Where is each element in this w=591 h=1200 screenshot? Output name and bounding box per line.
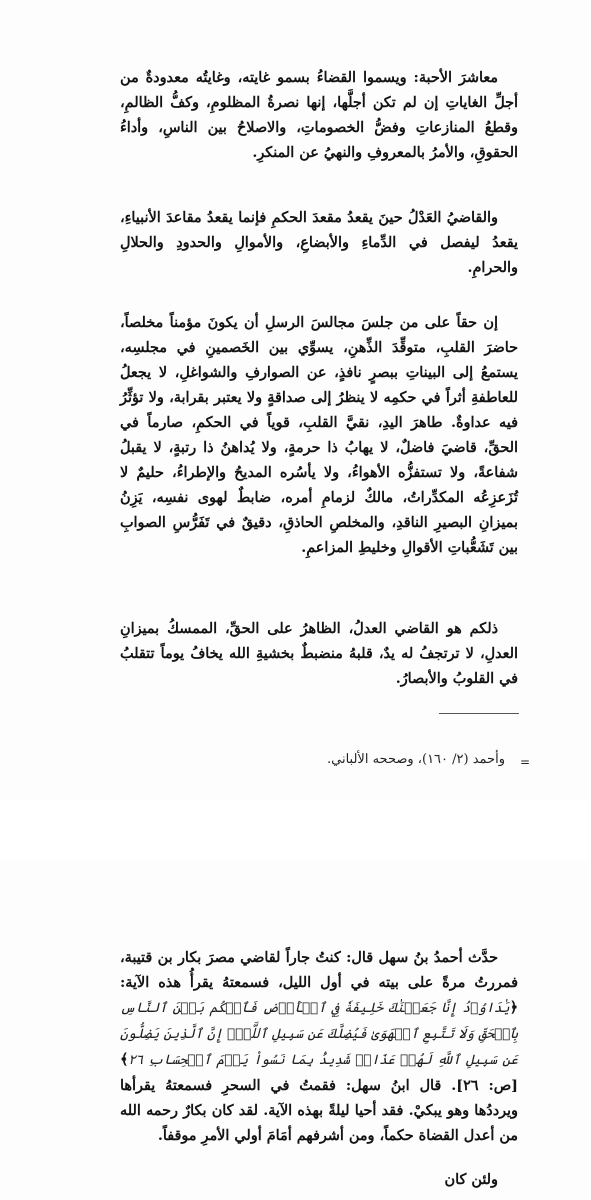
paragraph-5-text	[120, 945, 518, 1148]
paragraph-5	[120, 945, 518, 1148]
footnote-separator	[439, 713, 519, 714]
paragraph-5-intro: حدَّث أحمدُ بنُ سهل قال: كنتُ جاراً لقاضي مصرَ بكار بن قتيبة، فمررتُ مرةً على بيته في أول الليل، فسمعتهُ يقرأُ هذه الآية: ﴿	[120, 949, 518, 1016]
paragraph-5-rest: ﴾ [ص: ٢٦]. قال ابنُ سهل: فقمتُ في السحرِ فسمعتهُ يقرأها ويرددُها وهو يبكيْ. فقد أحيا ليلةً بهذه الآية. لقد كان بكارٌ رحمه الله من أعدل القضاة حكماً، ومن أشرفهم أمَامَ أولي الأمرِ موقفاً.	[120, 1051, 518, 1144]
paragraph-4	[120, 616, 518, 691]
paragraph-4-text: ذلكم هو القاضي العدلُ، الظاهرُ على الحقِّ، الممسكُ بميزانِ العدلِ، لا ترتجفُ له يدٌ، قلبهُ منضبطٌ بخشيةِ الله يخافُ يوماً تتقلبُ في القلوبُ والأبصارُ.	[120, 620, 518, 687]
paragraph-2	[120, 205, 518, 280]
paragraph-1-text: معاشرَ الأحبة: ويسموا القضاءُ بسمو غايته، وغايتُه معدودةٌ من أجلِّ الغاياتِ إن لم تكن أجلَّها، إنها نصرةُ المظلومِ، وكفُّ الظالمِ، وقطعُ المنازعاتِ وفضُّ الخصوماتِ، والاصلاحُ بين الناسِ، وأداءُ الحقوقِ، والأمرُ بالمعروفِ والنهيُ عن المنكرِ.	[120, 69, 518, 161]
paragraph-2-text: والقاضيُ العَدْلُ حينَ يقعدُ مقعدَ الحكمِ فإنما يقعدُ مقاعدَ الأنبياءِ، يقعدُ ليفصل في الدِّماءِ والأبضاعِ، والأموالِ والحدودِ والحلالِ والحرامِ.	[120, 209, 518, 276]
paragraph-1	[120, 65, 518, 165]
footnote-continuation-marker: =	[520, 755, 531, 769]
paragraph-3	[120, 310, 518, 560]
footnote-text: وأحمد (٢/ ١٦٠)، وصححه الألباني.	[327, 752, 505, 767]
paragraph-6	[120, 1167, 518, 1192]
paragraph-6-text: ولئن كان	[444, 1171, 498, 1188]
paragraph-3-text: إن حقاً على من جلسَ مجالسَ الرسلِ أن يكونَ مؤمناً مخلصاً، حاضرَ القلبِ، متوقِّدَ الذِّهنِ، يسوِّي بين الخَصمينِ في مجلسِه، يستمعُ إلى البيناتِ ببصرٍ نافذٍ، عن الصوارفِ والشواغلِ، لا يجعلُ للعاطفةِ أثراً في حكمِه لا ينظرُ إلى صداقةٍ ولا يعتبر بقرابة، ولا تؤثِّرُ فيه عداوةٌ. طاهرَ اليدِ، نقيَّ القلبِ، قوياً في الحكمِ، صارماً في الحقِّ، قاضيَ فاضلٌ، لا يهابُ ذا حرمةٍ، ولا يُداهنُ ذا رتبةٍ، لا يقبلُ شفاعةً، ولا تستفزُّه الأهواءُ، ولا يأسُره المديحُ والإطراءُ، حليمٌ لا تُزَعزِعُه المكدِّراتُ، مالكٌ لزمامِ أمره، ضابطٌ لهوى نفسِه، يَزِنُ بميزانِ البصيرِ الناقدِ، والمخلصِ الحاذقِ، دقيقٌ في تَفَرُّسِ الصوابِ بين تَشَعُّباتِ الأقوالِ وخليطِ المزاعمِ.	[120, 314, 518, 556]
quran-verse: يَٰدَاوُۥدُ إِنَّا جَعَلۡنَٰكَ خَلِيفَةٗ فِي ٱلۡأَرۡضِ فَٱحۡكُم بَيۡنَ ٱلنَّاسِ بِٱلۡحَقِّ وَلَا تَتَّبِعِ ٱلۡهَوَىٰ فَيُضِلَّكَ عَن سَبِيلِ ٱللَّهِۚ إِنَّ ٱلَّذِينَ يَضِلُّونَ عَن سَبِيلِ ٱللَّهِ لَهُمۡ عَذَابٞ شَدِيدُۢ بِمَا نَسُواْ يَوۡمَ ٱلۡحِسَابِ ٢٦	[120, 1001, 518, 1068]
